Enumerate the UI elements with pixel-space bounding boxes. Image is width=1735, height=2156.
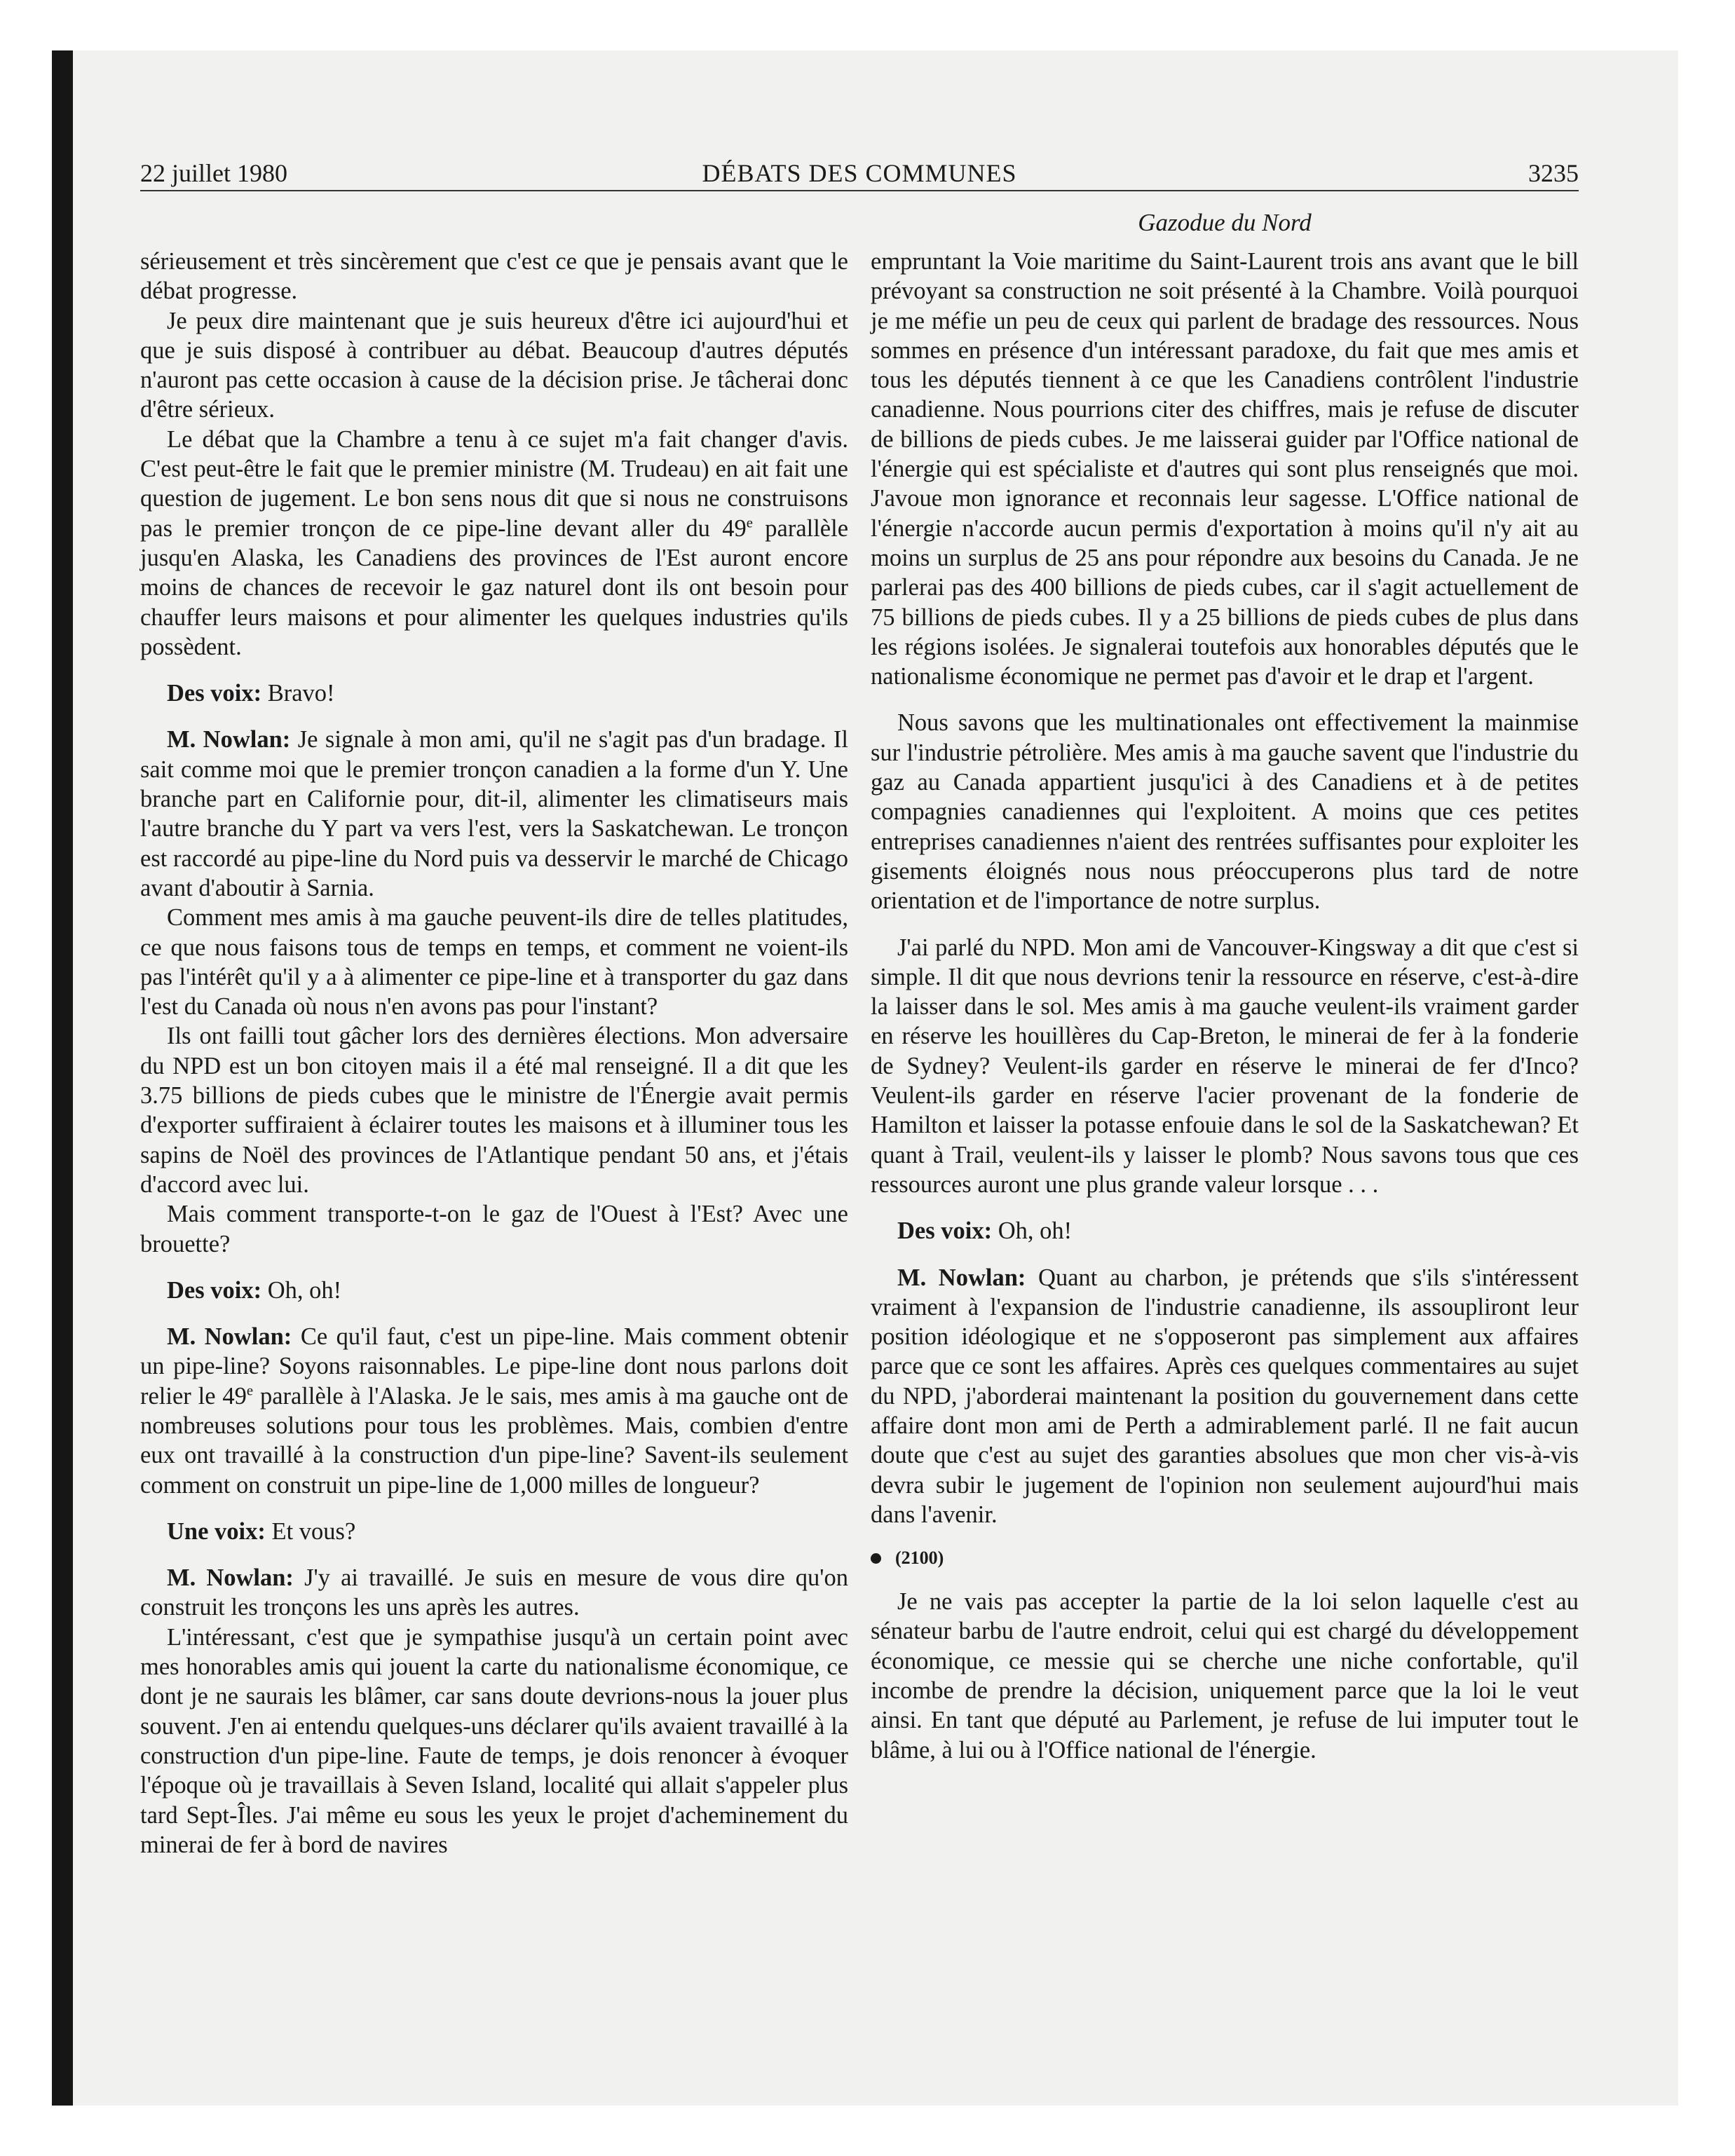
- bullet-icon: [871, 1553, 881, 1564]
- speaker-label: Des voix:: [167, 680, 262, 707]
- header-page-number: 3235: [1528, 159, 1579, 187]
- header-title: DÉBATS DES COMMUNES: [702, 159, 1017, 187]
- header-rule: [140, 190, 1579, 191]
- time-marker: [871, 1548, 1579, 1569]
- speaker-label: Des voix:: [167, 1276, 262, 1304]
- running-head: Gazodue du Nord: [1138, 209, 1312, 236]
- right-column: [871, 247, 1579, 1765]
- speech-text: Et vous?: [271, 1517, 356, 1545]
- speech-text: Quant au charbon, je prétends que s'ils s'intéressent vraiment à l'expansion de l'industrie canadienne, ils assoupliront leur position idéologique et ne s'opposeront pas simplement aux affaires parce que ce sont les affaires. Après ces quelques commentaires au sujet du NPD, j'aborderai maintenant la position du gouvernement dans cette affaire dont mon ami de Perth a admirablement parlé. Il ne fait aucun doute que c'est au sujet des garanties absolues que mon cher vis-à-vis devra subir le jugement de l'opinion non seulement aujourd'hui mais dans l'avenir.: [871, 1264, 1579, 1528]
- speaker-label: Des voix:: [897, 1217, 993, 1245]
- paragraph: Je ne vais pas accepter la partie de la loi selon laquelle c'est au sénateur barbu de l'autre endroit, celui qui est chargé du développement économique, ce messie qui se cherche une niche confortable, qu'il incombe de prendre la décision, uniquement parce que la loi le veut ainsi. En tant que député au Parlement, je refuse de lui imputer tout le blâme, à lui ou à l'Office national de l'énergie.: [871, 1588, 1579, 1763]
- paragraph: Nous savons que les multinationales ont effectivement la mainmise sur l'industrie pétrolière. Mes amis à ma gauche savent que l'industrie du gaz au Canada appartient jusqu'ici à des Canadiens et à de petites compagnies canadiennes qui l'exploitent. A moins que ces petites entreprises canadiennes n'aient des rentrées suffisantes pour exploiter les gisements éloignés nous nous préoccuperons plus tard de notre orientation et de l'importance de notre surplus.: [871, 709, 1579, 915]
- left-column: [140, 247, 848, 1860]
- speech: [140, 1322, 848, 1500]
- speech-text: Ce qu'il faut, c'est un pipe-line. Mais comment obtenir un pipe-line? Soyons raisonnables. Le pipe-line dont nous parlons doit relier le 49: [140, 1323, 849, 1410]
- speaker-label: M. Nowlan:: [897, 1264, 1026, 1291]
- speech: [140, 1276, 848, 1305]
- speaker-label: M. Nowlan:: [167, 1323, 292, 1351]
- speaker-label: M. Nowlan:: [167, 1564, 294, 1592]
- page-header: [140, 153, 1579, 192]
- speech: [871, 1263, 1579, 1530]
- speech-text: Bravo!: [267, 680, 335, 707]
- paragraph: [140, 425, 848, 662]
- paragraph: J'ai parlé du NPD. Mon ami de Vancouver-Kingsway a dit que c'est si simple. Il dit que nous devrions tenir la ressource en réserve, c'est-à-dire la laisser dans le sol. Mes amis à ma gauche veulent-ils vraiment garder en réserve les houillères du Cap-Breton, le minerai de fer à la fonderie de Sydney? Veulent-ils garder en réserve le minerai de fer d'Inco? Veulent-ils garder en réserve l'acier provenant de la fonderie de Hamilton et laisser la potasse enfouie dans le sol de la Saskatchewan? Et quant à Trail, veulent-ils y laisser le plomb? Nous savons tous que ces ressources auront une plus grande valeur lorsque . . .: [871, 934, 1579, 1198]
- speech-text: Oh, oh!: [998, 1217, 1073, 1245]
- paragraph: empruntant la Voie maritime du Saint-Laurent trois ans avant que le bill prévoyant sa construction ne soit présenté à la Chambre. Voilà pourquoi je me méfie un peu de ceux qui parlent de bradage des ressources. Nous sommes en présence d'un intéressant paradoxe, du fait que mes amis et tous les députés tiennent à ce que les Canadiens contrôlent l'industrie canadienne. Nous pourrions citer des chiffres, mais je refuse de discuter de billions de pieds cubes. Je me laisserai guider par l'Office national de l'énergie qui est spécialiste et d'autres qui sont plus renseignés que moi. J'avoue mon ignorance et reconnais leur sagesse. L'Office national de l'énergie n'accorde aucun permis d'exportation à moins qu'il n'y ait au moins un surplus de 25 ans pour répondre aux besoins du Canada. Je ne parlerai pas des 400 billions de pieds cubes, car il s'agit actuellement de 75 billions de pieds cubes. Il y a 25 billions de pieds cubes de plus dans les régions isolées. Je signalerai toutefois aux honorables députés que le nationalisme économique ne permet pas d'avoir et le drap et l'argent.: [871, 248, 1579, 690]
- paragraph-text: parallèle jusqu'en Alaska, les Canadiens des provinces de l'Est auront encore moins de chances de recevoir le gaz naturel dont ils ont besoin pour chauffer leurs maisons et pour alimenter les quelques industries qu'ils possèdent.: [140, 514, 849, 660]
- paragraph: sérieusement et très sincèrement que c'est ce que je pensais avant que le débat progresse.: [140, 248, 848, 305]
- speech-text: Oh, oh!: [267, 1276, 342, 1304]
- ordinal-superscript: e: [246, 1383, 254, 1399]
- speech: [140, 1517, 848, 1546]
- paragraph: Je peux dire maintenant que je suis heureux d'être ici aujourd'hui et que je suis disposé à contribuer au débat. Beaucoup d'autres députés n'auront pas cette occasion à cause de la décision prise. Je tâcherai donc d'être sérieux.: [140, 307, 848, 423]
- time-marker-text: (2100): [895, 1548, 944, 1569]
- speaker-label: Une voix:: [167, 1517, 266, 1545]
- header-date: 22 juillet 1980: [140, 159, 287, 187]
- paragraph: Comment mes amis à ma gauche peuvent-ils dire de telles platitudes, ce que nous faisons tous de temps en temps, et comment ne voient-ils pas l'intérêt qu'il y a à alimenter ce pipe-line et à transporter du gaz dans l'est du Canada où nous n'en avons pas pour l'instant?: [140, 904, 848, 1021]
- speech: [871, 1216, 1579, 1246]
- speech-text: parallèle à l'Alaska. Je le sais, mes amis à ma gauche ont de nombreuses solutions pour tous les problèmes. Mais, combien d'entre eux ont travaillé à la construction d'un pipe-line? Savent-ils seulement comment on construit un pipe-line de 1,000 milles de longueur?: [140, 1382, 849, 1499]
- paragraph: L'intéressant, c'est que je sympathise jusqu'à un certain point avec mes honorables amis qui jouent la carte du nationalisme économique, ce dont je ne saurais les blâmer, car sans doute devrions-nous la jouer plus souvent. J'en ai entendu quelques-uns déclarer qu'ils avaient travaillé à la construction d'un pipe-line. Faute de temps, je dois renoncer à évoquer l'époque où je travaillais à Seven Island, localité qui allait s'appeler plus tard Sept-Îles. J'ai même eu sous les yeux le projet d'acheminement du minerai de fer à bord de navires: [140, 1623, 848, 1858]
- paragraph-text: Le débat que la Chambre a tenu à ce sujet m'a fait changer d'avis. C'est peut-être le fait que le premier ministre (M. Trudeau) en ait fait une question de jugement. Le bon sens nous dit que si nous ne construisons pas le premier tronçon de ce pipe-line devant aller du 49: [140, 425, 848, 542]
- paragraph: Mais comment transporte-t-on le gaz de l'Ouest à l'Est? Avec une brouette?: [140, 1201, 848, 1257]
- speech-text: Je signale à mon ami, qu'il ne s'agit pas d'un bradage. Il sait comme moi que le premier tronçon canadien a la forme d'un Y. Une branche part en Californie pour, dit-il, alimenter les climatiseurs mais l'autre branche du Y part va vers l'est, vers la Saskatchewan. Le tronçon est raccordé au pipe-line du Nord puis va desservir le marché de Chicago avant d'aboutir à Sarnia.: [140, 726, 848, 901]
- speech-text: J'y ai travaillé. Je suis en mesure de vous dire qu'on construit les tronçons les uns après les autres.: [140, 1564, 849, 1621]
- speech: [140, 725, 848, 903]
- scan-border: [52, 50, 73, 2106]
- speaker-label: M. Nowlan:: [167, 726, 291, 753]
- ordinal-superscript: e: [746, 515, 753, 531]
- paragraph: Ils ont failli tout gâcher lors des dernières élections. Mon adversaire du NPD est un bon citoyen mais il a été mal renseigné. Il a dit que les 3.75 billions de pieds cubes que le ministre de l'Énergie avait permis d'exporter suffiraient à éclairer toutes les maisons et à illuminer tous les sapins de Noël des provinces de l'Atlantique pendant 50 ans, et j'étais d'accord avec lui.: [140, 1023, 848, 1198]
- speech: [140, 1563, 848, 1623]
- speech: [140, 678, 848, 708]
